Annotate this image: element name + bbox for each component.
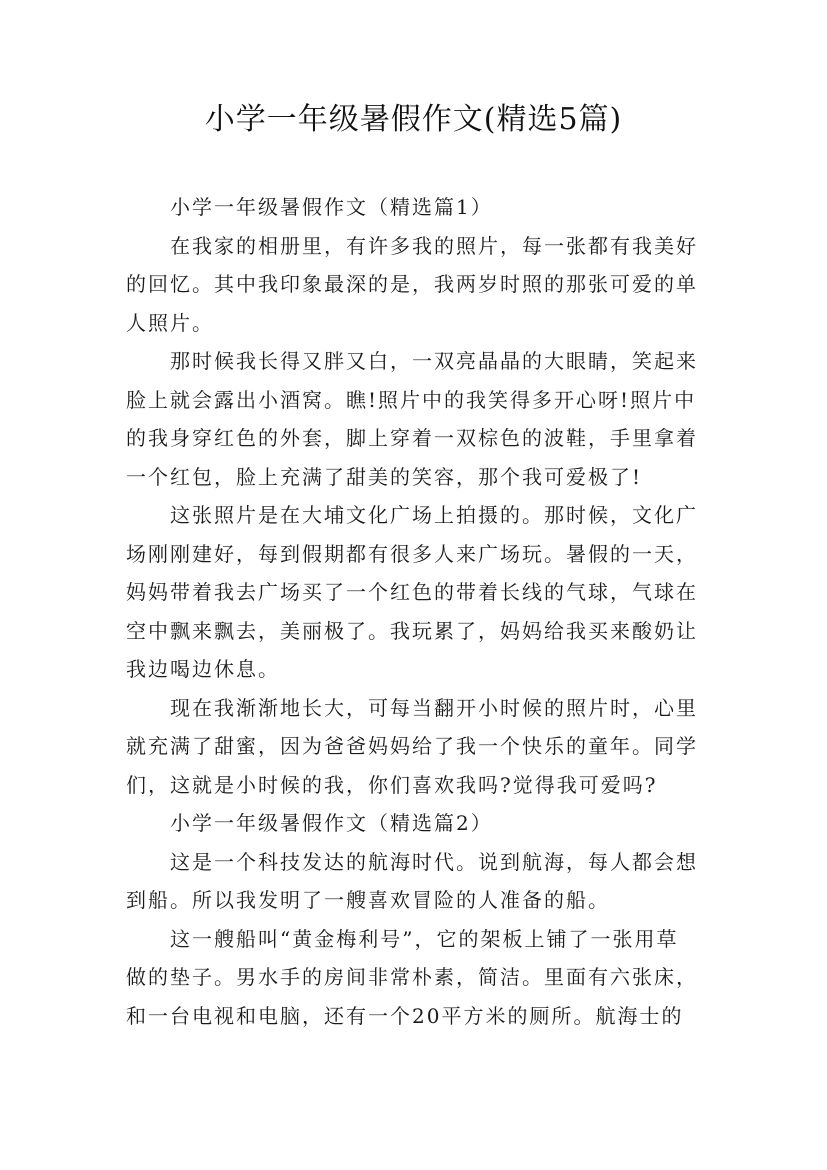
paragraph-line: 脸上就会露出小酒窝。瞧!照片中的我笑得多开心呀!照片中 [126,387,697,412]
paragraph-line: 一个红包，脸上充满了甜美的笑容，那个我可爱极了! [126,464,643,489]
paragraph-line: 和一台电视和电脑，还有一个20平方米的厕所。航海士的 [126,1003,684,1028]
paragraph-line: 到船。所以我发明了一艘喜欢冒险的人准备的船。 [126,888,610,912]
paragraph-line: 人照片。 [126,310,214,335]
document-body [126,188,716,1035]
paragraph-line: 就充满了甜蜜，因为爸爸妈妈给了我一个快乐的童年。同学 [126,734,698,758]
section-heading-2: 小学一年级暑假作文（精选篇2） [170,811,493,835]
paragraph-line: 那时候我长得又胖又白，一双亮晶晶的大眼睛，笑起来 [170,349,698,373]
paragraph-line: 妈妈带着我去广场买了一个红色的带着长线的气球，气球在 [126,580,698,604]
section-heading-1: 小学一年级暑假作文（精选篇1） [170,195,493,219]
paragraph-line: 我边喝边休息。 [126,657,280,681]
paragraph-line: 空中飘来飘去，美丽极了。我玩累了，妈妈给我买来酸奶让 [126,618,698,643]
paragraph-line: 的回忆。其中我印象最深的是，我两岁时照的那张可爱的单 [126,272,698,296]
paragraph-line: 的我身穿红色的外套，脚上穿着一双棕色的波鞋，手里拿着 [126,426,698,450]
paragraph-line: 在我家的相册里，有许多我的照片，每一张都有我美好 [170,233,698,258]
paragraph-line: 这是一个科技发达的航海时代。说到航海，每人都会想 [170,849,698,874]
paragraph-line: 场刚刚建好，每到假期都有很多人来广场玩。暑假的一天， [126,541,698,566]
paragraph-line: 这张照片是在大埔文化广场上拍摄的。那时候，文化广 [170,503,698,527]
paragraph-line: 做的垫子。男水手的房间非常朴素，简洁。里面有六张床， [126,965,698,989]
paragraph-line: 这一艘船叫“黄金梅利号”，它的架板上铺了一张用草 [170,926,679,951]
paragraph-line: 现在我渐渐地长大，可每当翻开小时候的照片时，心里 [170,695,698,720]
paragraph-line: 们，这就是小时候的我，你们喜欢我吗?觉得我可爱吗? [126,772,658,797]
document-title: 小学一年级暑假作文(精选5篇) [204,102,623,137]
